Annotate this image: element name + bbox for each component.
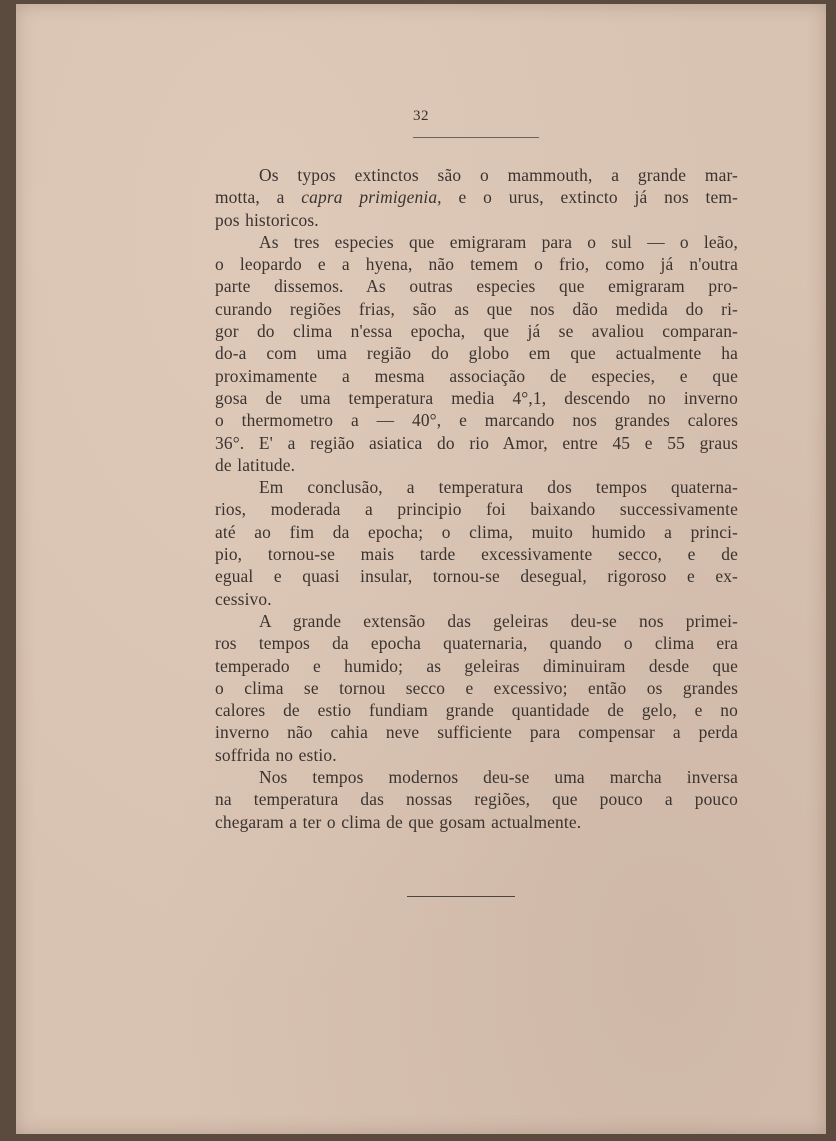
text-line: curando regiões frias, são as que nos dão medida do ri- (215, 298, 738, 319)
text-line: Em conclusão, a temperatura dos tempos quaterna- (259, 477, 738, 498)
text-line: temperado e humido; as geleiras diminuiram desde que (215, 655, 738, 676)
text-line: de latitude. (215, 454, 296, 475)
text-line: proximamente a mesma associação de especies, e que (215, 365, 738, 386)
page-number: 32 (413, 108, 429, 124)
paragraph (215, 766, 738, 833)
italic-term: capra primigenia, (301, 187, 442, 208)
text-line: pos historicos. (215, 209, 319, 230)
paragraph (215, 610, 738, 766)
body-text (215, 164, 738, 833)
text-line: chegaram a ter o clima de que gosam actualmente. (215, 811, 582, 832)
text-line: na temperatura das nossas regiões, que pouco a pouco (215, 789, 738, 810)
text-line: egual e quasi insular, tornou-se desegual, rigoroso e ex- (215, 566, 738, 587)
text-line: Nos tempos modernos deu-se uma marcha inversa (259, 767, 738, 788)
text-line: ros tempos da epocha quaternaria, quando o clima era (215, 633, 738, 654)
text-line: rios, moderada a principio foi baixando successivamente (215, 499, 738, 520)
text-line: o thermometro a — 40°, e marcando nos grandes calores (215, 410, 738, 431)
text-line: calores de estio fundiam grande quantidade de gelo, e no (215, 700, 738, 721)
paragraph (215, 476, 738, 610)
text-line: 36°. E' a região asiatica do rio Amor, entre 45 e 55 graus (215, 432, 738, 453)
paragraph (215, 231, 738, 476)
text-line: Os typos extinctos são o mammouth, a grande mar- (259, 165, 738, 185)
text-line: gor do clima n'essa epocha, que já se avaliou comparan- (215, 321, 738, 342)
text-line: A grande extensão das geleiras deu-se nos primei- (259, 610, 738, 631)
text-line: pio, tornou-se mais tarde excessivamente secco, e de (215, 544, 738, 565)
end-rule (407, 896, 515, 897)
text-line: As tres especies que emigraram para o sul — o leão, (259, 231, 738, 252)
text-line: o clima se tornou secco e excessivo; então os grandes (215, 677, 738, 698)
paragraph (215, 164, 738, 231)
header-rule (413, 137, 539, 138)
text-line: do-a com uma região do globo em que actualmente ha (215, 343, 738, 364)
text-line: gosa de uma temperatura media 4°,1, descendo no inverno (215, 387, 738, 408)
text-line: motta, a capra primigenia, e o urus, extincto já nos tem- (215, 187, 738, 208)
text-line: cessivo. (215, 588, 272, 609)
text-line: até ao fim da epocha; o clima, muito humido a princi- (215, 521, 738, 542)
text-line: parte dissemos. As outras especies que emigraram pro- (215, 276, 738, 297)
text-line: soffrida no estio. (215, 744, 337, 765)
book-page (16, 4, 826, 1134)
text-line: o leopardo e a hyena, não temem o frio, como já n'outra (215, 254, 738, 275)
text-line: inverno não cahia neve sufficiente para compensar a perda (215, 722, 738, 743)
